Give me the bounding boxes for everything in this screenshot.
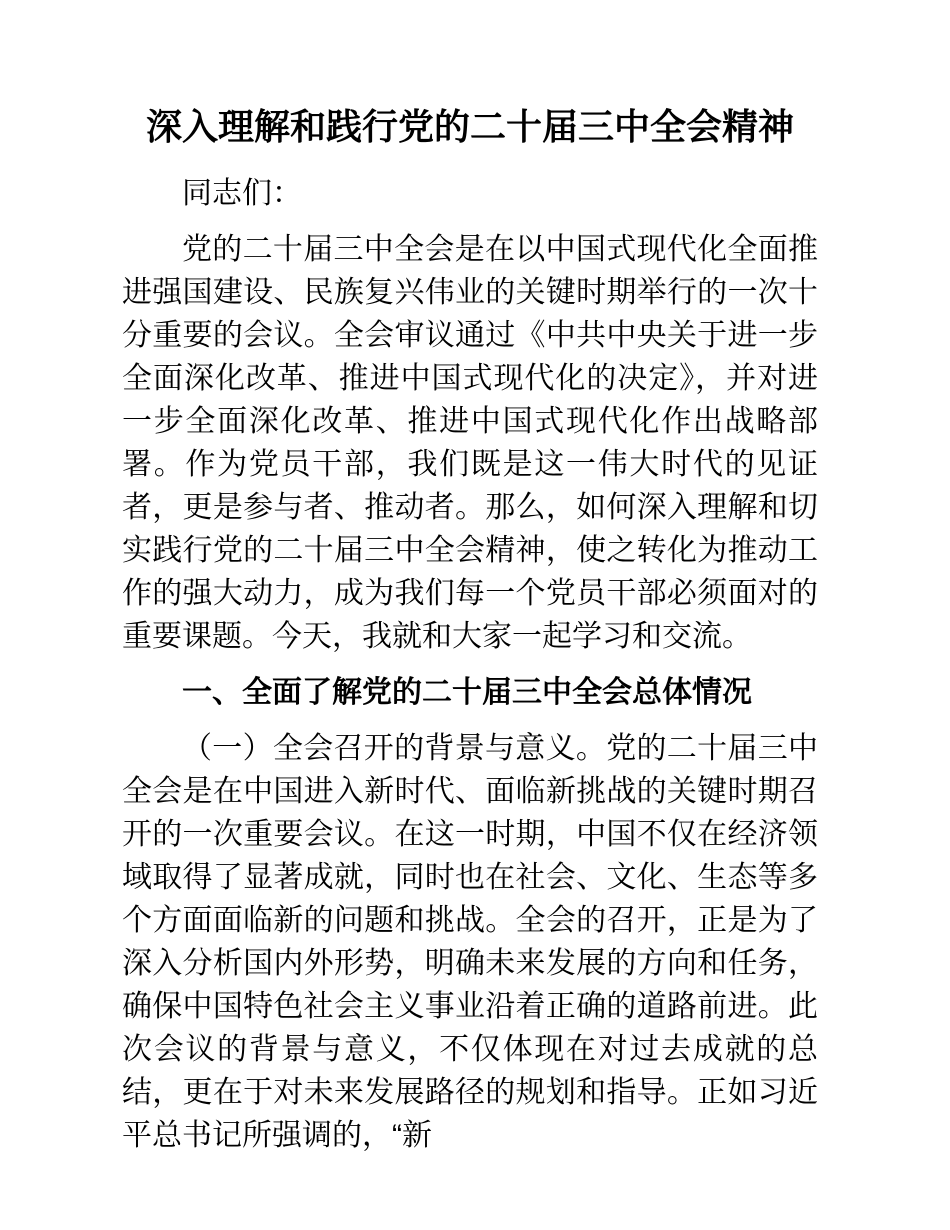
subsection-one-paragraph: （一）全会召开的背景与意义。党的二十届三中全会是在中国进入新时代、面临新挑战的关键时期召开的一次重要会议。在这一时期，中国不仅在经济领域取得了显著成就，同时也在社会、文化、生态等多个方面面临新的问题和挑战。全会的召开，正是为了深入分析国内外形势，明确未来发展的方向和任务，确保中国特色社会主义事业沿着正确的道路前进。此次会议的背景与意义，不仅体现在对过去成就的总结，更在于对未来发展路径的规划和指导。正如习近平总书记所强调的，“新 — [122, 732, 818, 1152]
spacer-before-section-heading — [122, 658, 818, 671]
document-content-area — [122, 0, 818, 1157]
intro-paragraph: 党的二十届三中全会是在以中国式现代化全面推进强国建设、民族复兴伟业的关键时期举行的一次十分重要的会议。全会审议通过《中共中央关于进一步全面深化改革、推进中国式现代化的决定》，并对进一步全面深化改革、推进中国式现代化作出战略部署。作为党员干部，我们既是这一伟大时代的见证者，更是参与者、推动者。那么，如何深入理解和切实践行党的二十届三中全会精神，使之转化为推动工作的强大动力，成为我们每一个党员干部必须面对的重要课题。今天，我就和大家一起学习和交流。 — [122, 233, 818, 653]
document-title: 深入理解和践行党的二十届三中全会精神 — [145, 106, 794, 147]
spacer-after-salutation — [122, 215, 818, 228]
section-heading-one: 一、全面了解党的二十届三中全会总体情况 — [182, 676, 752, 709]
spacer-after-title — [122, 150, 818, 172]
salutation-line: 同志们： — [182, 177, 302, 210]
spacer-after-section-heading — [122, 714, 818, 727]
